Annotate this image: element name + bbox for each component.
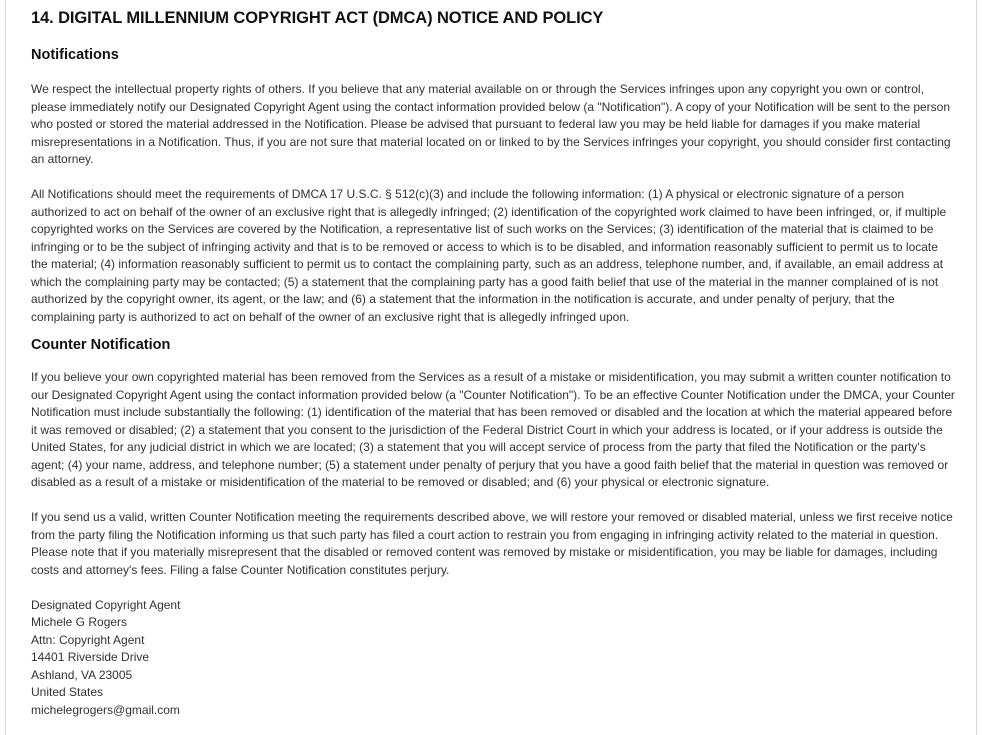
agent-email: michelegrogers@gmail.com [31, 702, 180, 717]
notifications-paragraph-2: All Notifications should meet the requirements of DMCA 17 U.S.C. § 512(c)(3) and include the following information: (1) A physical or electronic signature of a person authorized to act on behalf of the owner of an exclusive right that is allegedly infringed; (2) identification of the copyrighted work claimed to have been infringed, or, if multiple copyrighted works on the Services are covered by the Notification, a representative list of such works on the Services; (3) identification of the material that is claimed to be infringing or to be the subject of infringing activity and that is to be removed or access to which is to be disabled, and information reasonably sufficient to permit us to locate the material; (4) information reasonably sufficient to permit us to contact the complaining party, such as an address, telephone number, and, if available, an email address at which the complaining party may be contacted; (5) a statement that the complaining party has a good faith belief that use of the material in the manner complained of is not authorized by the copyright owner, its agent, or the law; and (6) a statement that the information in the notification is accurate, and under penalty of perjury, that the complaining party is authorized to act on behalf of the owner of an exclusive right that is allegedly infringed upon. [31, 187, 947, 324]
agent-country: United States [31, 685, 104, 699]
agent-name: Michele G Rogers [31, 615, 128, 629]
agent-attn: Attn: Copyright Agent [31, 632, 145, 647]
counter-notification-paragraph-1: If you believe your own copyrighted material has been removed from the Services as a result of a mistake or misidentification, you may submit a written counter notification to our Designated Copyright Agent using the contact information provided below (a "Counter Notification"). To be an effective Counter Notification under the DMCA, your Counter Notification must include substantially the following: (1) identification of the material that has been removed or disabled and the location at which the material appeared before it was removed or disabled; (2) a statement that you consent to the jurisdiction of the Federal District Court in which your address is located, or if your address is outside the United States, for any judicial district in which we are located; (3) a statement that you will accept service of process from the party that filed the Notification or the party's agent; (4) your name, address, and telephone number; (5) a statement under penalty of perjury that you have a good faith belief that the material in question was removed or disabled as a result of a mistake or misidentification of the material to be removed or disabled; and (6) your physical or electronic signature. [31, 370, 955, 489]
section-title: 14. DIGITAL MILLENNIUM COPYRIGHT ACT (DMCA) NOTICE AND POLICY [31, 9, 604, 27]
agent-title: Designated Copyright Agent [31, 597, 181, 612]
dmca-policy-page [5, 0, 977, 735]
notifications-paragraph-1: We respect the intellectual property rights of others. If you believe that any material available on or through the Services infringes upon any copyright you own or control, please immediately notify our Designated Copyright Agent using the contact information provided below (a "Notification"). A copy of your Notification will be sent to the person who posted or stored the material addressed in the Notification. Please be advised that pursuant to federal law you may be held liable for damages if you make material misrepresentations in a Notification. Thus, if you are not sure that material located on or linked to by the Services infringes your copyright, you should consider first contacting an attorney. [31, 82, 951, 166]
agent-street: 14401 Riverside Drive [31, 650, 150, 664]
agent-city: Ashland, VA 23005 [31, 667, 133, 682]
counter-notification-heading: Counter Notification [31, 337, 171, 353]
counter-notification-paragraph-2: If you send us a valid, written Counter Notification meeting the requirements described above, we will restore your removed or disabled material, unless we first receive notice from the party filing the Notification informing us that such party has filed a court action to restrain you from engaging in infringing activity related to the material in question. Please note that if you materially misrepresent that the disabled or removed content was removed by mistake or misidentification, you may be liable for damages, including costs and attorney's fees. Filing a false Counter Notification constitutes perjury. [31, 510, 953, 577]
notifications-heading: Notifications [31, 47, 119, 63]
copyright-agent-address [31, 597, 956, 720]
